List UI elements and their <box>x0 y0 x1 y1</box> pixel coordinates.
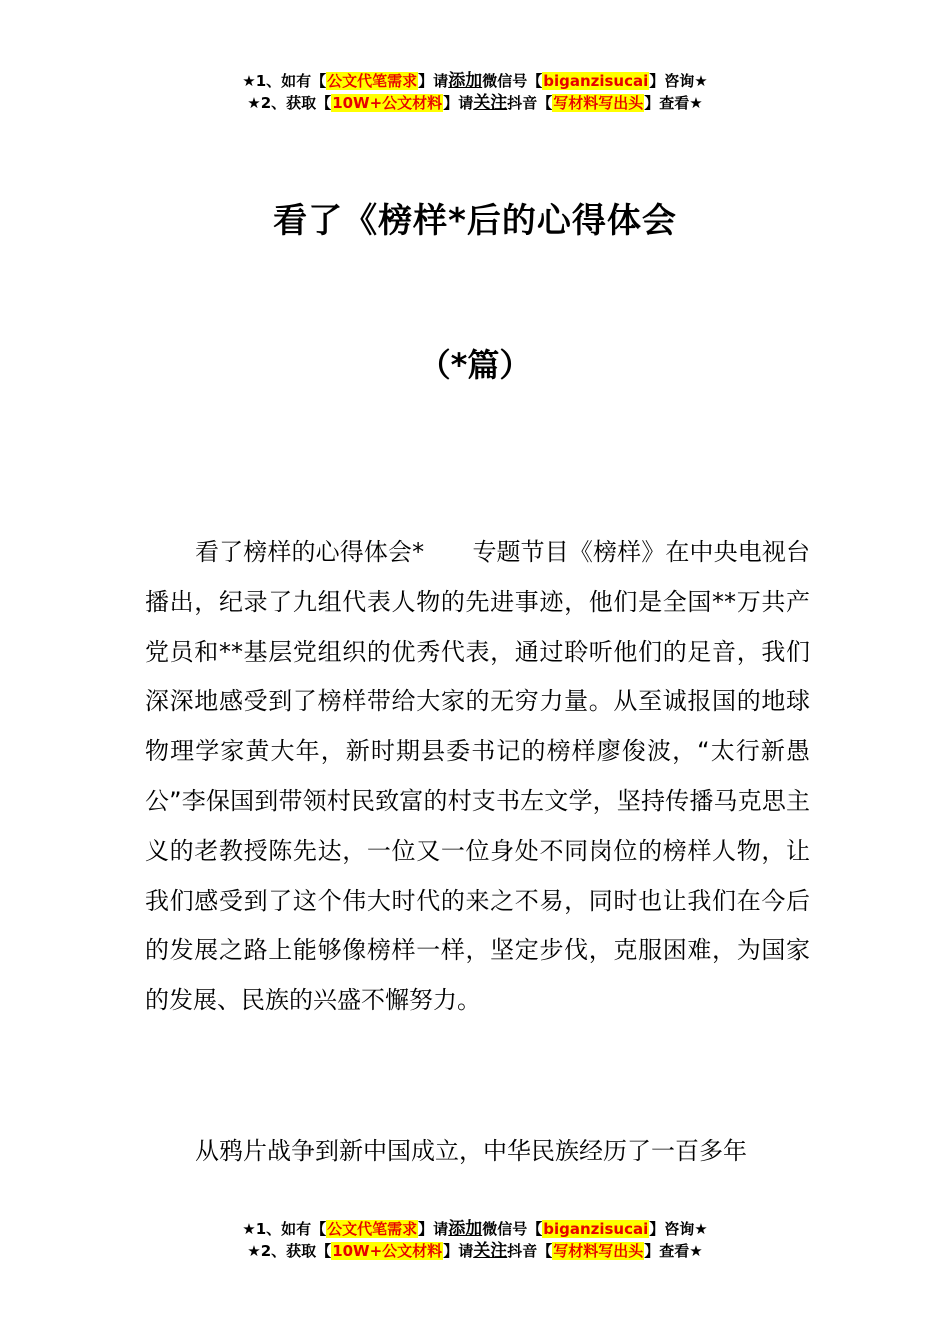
banner-text: 微信号【 <box>482 72 543 90</box>
banner-text: ★2、获取【 <box>247 1242 332 1260</box>
banner-text: 】请 <box>418 1220 449 1238</box>
banner-underline: 关注 <box>473 93 508 113</box>
banner-highlight: 10W+公文材料 <box>332 94 443 112</box>
banner-text: 】查看★ <box>644 94 703 112</box>
banner-text: ★1、如有【 <box>242 72 327 90</box>
footer-banner <box>0 1218 950 1262</box>
banner-text: 】查看★ <box>644 1242 703 1260</box>
banner-text: 抖音【 <box>507 1242 553 1260</box>
banner-underline: 添加 <box>448 1219 483 1239</box>
banner-text: 】请 <box>418 72 449 90</box>
banner-highlight: biganzisucai <box>543 1220 649 1238</box>
banner-underline: 添加 <box>448 71 483 91</box>
banner-highlight: 公文代笔需求 <box>327 72 418 90</box>
banner-text: 】请 <box>443 94 474 112</box>
header-banner <box>0 70 950 114</box>
document-title: 看了《榜样*后的心得体会 <box>273 201 677 241</box>
banner-text: 】请 <box>443 1242 474 1260</box>
banner-text: 抖音【 <box>507 94 553 112</box>
banner-text: ★2、获取【 <box>247 94 332 112</box>
banner-underline: 关注 <box>473 1241 508 1261</box>
banner-line-1 <box>0 1218 950 1240</box>
body-paragraph-2: 从鸦片战争到新中国成立，中华民族经历了一百多年 <box>195 1137 747 1165</box>
banner-line-1 <box>0 70 950 92</box>
banner-highlight: 公文代笔需求 <box>327 1220 418 1238</box>
banner-line-2 <box>0 1240 950 1262</box>
banner-highlight: 10W+公文材料 <box>332 1242 443 1260</box>
banner-line-2 <box>0 92 950 114</box>
banner-highlight: 写材料写出头 <box>553 94 644 112</box>
banner-text: 微信号【 <box>482 1220 543 1238</box>
banner-text: 】咨询★ <box>649 1220 708 1238</box>
banner-text: ★1、如有【 <box>242 1220 327 1238</box>
body-paragraph-1: 看了榜样的心得体会* 专题节目《榜样》在中央电视台播出，纪录了九组代表人物的先进事迹，他们是全国**万共产党员和**基层党组织的优秀代表，通过聆听他们的足音，我们深深地感受到了榜样带给大家的无穷力量。从至诚报国的地球物理学家黄大年，新时期县委书记的榜样廖俊波，“太行新愚公”李保国到带领村民致富的村支书左文学，坚持传播马克思主义的老教授陈先达，一位又一位身处不同岗位的榜样人物，让我们感受到了这个伟大时代的来之不易，同时也让我们在今后的发展之路上能够像榜样一样，坚定步伐，克服困难，为国家的发展、民族的兴盛不懈努力。 <box>145 538 810 1015</box>
document-subtitle: （*篇） <box>418 346 532 384</box>
banner-highlight: 写材料写出头 <box>553 1242 644 1260</box>
banner-highlight: biganzisucai <box>543 72 649 90</box>
banner-text: 】咨询★ <box>649 72 708 90</box>
